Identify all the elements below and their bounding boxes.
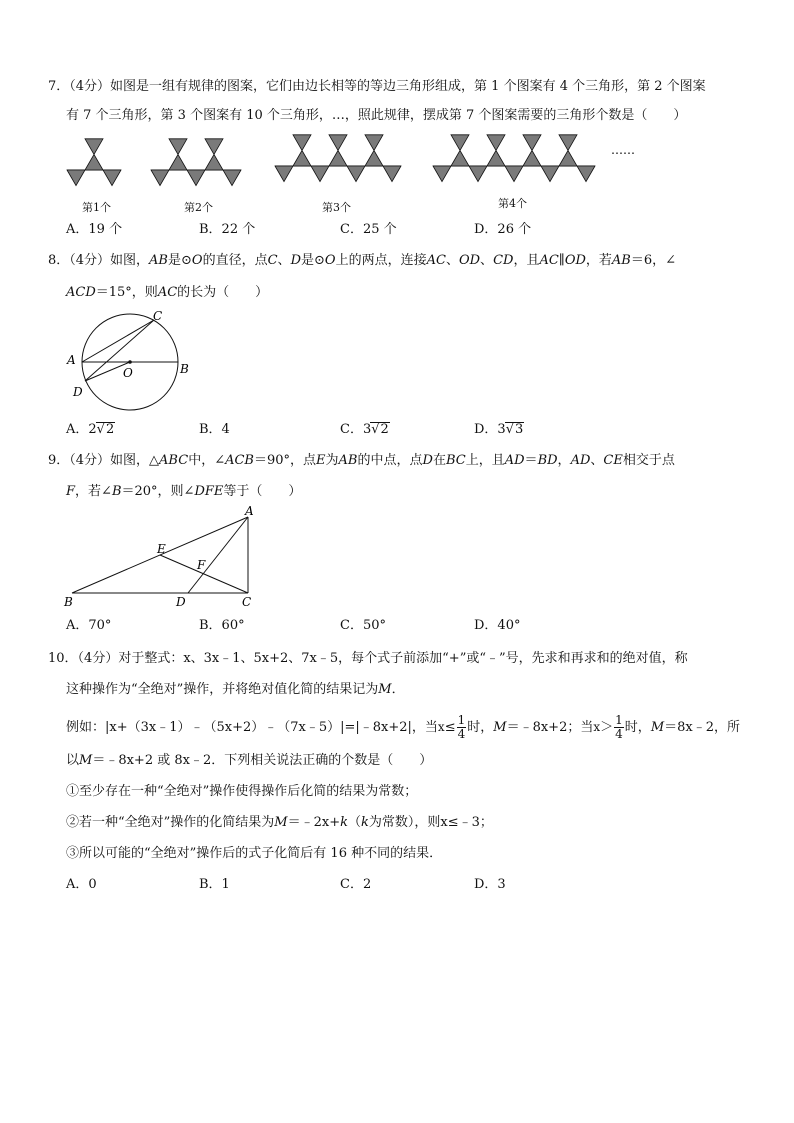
q9-label-f: F [197, 558, 206, 572]
gray-triangle [85, 139, 103, 155]
gray-triangle [187, 170, 205, 186]
q7-text-line1: 7．（4分）如图是一组有规律的图案，它们由边长相等的等边三角形组成，第 1 个图案有 4 个三角形，第 2 个图案 [48, 79, 706, 94]
q9-triangle-figure [60, 504, 260, 609]
q8-label-c: C [153, 309, 163, 323]
gray-triangle [103, 170, 121, 186]
q8-label-o: O [123, 366, 133, 380]
q10-option-c: C．2 [340, 877, 372, 892]
gray-triangle [451, 150, 469, 166]
q8-label-a: A [67, 353, 76, 367]
q10-text-line1: 10．（4分）对于整式：x、3x﹣1、5x+2、7x﹣5，每个式子前添加“+”或“﹣”号，先求和再求和的绝对值，称 [48, 651, 688, 666]
gray-triangle [469, 166, 487, 182]
q10-option-a: A．0 [66, 877, 97, 892]
fraction-one-quarter: $\frac{1}{4}$ [615, 713, 623, 741]
gray-triangle [169, 139, 187, 155]
gray-triangle [523, 150, 541, 166]
q10-statement-1: ①至少存在一种“全绝对”操作使得操作后化简的结果为常数； [66, 784, 418, 799]
q8-segment-ac [82, 320, 154, 362]
gray-triangle [311, 166, 329, 182]
q7-option-d: D．26 个 [474, 222, 532, 237]
sqrt-symbol: √ [371, 422, 380, 437]
gray-triangle [433, 166, 451, 182]
gray-triangle [223, 170, 241, 186]
q7-text-line2: 有 7 个三角形，第 3 个图案有 10 个三角形，…，照此规律，摆成第 7 个图案需要的三角形个数是（ ） [66, 108, 687, 123]
q9-label-c: C [242, 595, 252, 609]
q7-caption-1: 第1个 [82, 201, 111, 214]
q8-text-line2: ACD＝15°，则AC的长为（ ） [66, 285, 269, 300]
q10-statement-2: ②若一种“全绝对”操作的化简结果为M＝﹣2x+k（k为常数），则x≤﹣3； [66, 815, 493, 830]
q8-circle-figure [60, 308, 220, 408]
gray-triangle [205, 154, 223, 170]
q9-option-d: D．40° [474, 618, 521, 633]
q10-option-d: D．3 [474, 877, 506, 892]
q8-option-a: A．2√2 [66, 422, 115, 437]
q7-ellipsis: …… [611, 143, 635, 157]
gray-triangle [523, 135, 541, 151]
sqrt-symbol: √ [505, 422, 514, 437]
gray-triangle [541, 166, 559, 182]
gray-triangle [505, 166, 523, 182]
q9-option-b: B．60° [199, 618, 245, 633]
gray-triangle [487, 135, 505, 151]
gray-triangle [383, 166, 401, 182]
gray-triangle [169, 154, 187, 170]
q7-caption-3: 第3个 [322, 201, 351, 214]
sqrt-symbol: √ [96, 422, 105, 437]
q8-center-point [128, 360, 132, 364]
q8-option-d: D．3√3 [474, 422, 524, 437]
q10-statement-3: ③所以可能的“全绝对”操作后的式子化简后有 16 种不同的结果． [66, 846, 443, 861]
q9-text-line2: F，若∠B＝20°，则∠DFE等于（ ） [66, 484, 302, 499]
q7-option-c: C．25 个 [340, 222, 397, 237]
q9-option-a: A．70° [66, 618, 112, 633]
q9-label-b: B [64, 595, 73, 609]
q9-option-c: C．50° [340, 618, 386, 633]
gray-triangle [577, 166, 595, 182]
gray-triangle [329, 150, 347, 166]
gray-triangle [559, 135, 577, 151]
q10-text-line2: 这种操作为“全绝对”操作，并将绝对值化简的结果记为M． [66, 682, 405, 697]
q9-label-d: D [176, 595, 186, 609]
gray-triangle [451, 135, 469, 151]
gray-triangle [365, 135, 383, 151]
q9-text-line1: 9．（4分）如图，△ABC中，∠ACB＝90°，点E为AB的中点，点D在BC上，且AD＝BD，AD、CE相交于点 [48, 453, 675, 468]
fraction-one-quarter: $\frac{1}{4}$ [457, 713, 466, 741]
q10-text-line4: 以M＝﹣8x+2 或 8x﹣2．下列相关说法正确的个数是（ ） [66, 753, 433, 768]
q7-caption-2: 第2个 [184, 201, 213, 214]
q7-option-a: A．19 个 [66, 222, 123, 237]
q9-label-a: A [245, 504, 254, 518]
q10-text-line3: 例如：|x+（3x﹣1）﹣（5x+2）﹣（7x﹣5）|=|﹣8x+2|，当x≤ $\frac{1}{4}$ 时，M＝﹣8x+2；当x＞ $\frac{1}{4}$ 时，M＝8x﹣2，所 [66, 713, 740, 741]
gray-triangle [559, 150, 577, 166]
q8-label-b: B [180, 362, 189, 376]
gray-triangle [329, 135, 347, 151]
q9-segment-ad [188, 517, 248, 593]
q7-option-b: B．22 个 [199, 222, 256, 237]
gray-triangle [275, 166, 293, 182]
q7-caption-4: 第4个 [498, 197, 527, 210]
q10-option-b: B．1 [199, 877, 230, 892]
gray-triangle [205, 139, 223, 155]
gray-triangle [293, 150, 311, 166]
gray-triangle [347, 166, 365, 182]
gray-triangle [293, 135, 311, 151]
gray-triangle [151, 170, 169, 186]
gray-triangle [85, 154, 103, 170]
gray-triangle [365, 150, 383, 166]
q8-text-line1: 8．（4分）如图，AB是⊙O的直径，点C、D是⊙O上的两点，连接AC、OD、CD，且AC∥OD，若AB＝6，∠ [48, 253, 677, 268]
q7-triangle-patterns [0, 132, 794, 202]
gray-triangle [67, 170, 85, 186]
q9-label-e: E [157, 542, 166, 556]
q8-label-d: D [73, 385, 83, 399]
q8-option-c: C．3√2 [340, 422, 389, 437]
gray-triangle [487, 150, 505, 166]
q8-option-b: B．4 [199, 422, 230, 437]
